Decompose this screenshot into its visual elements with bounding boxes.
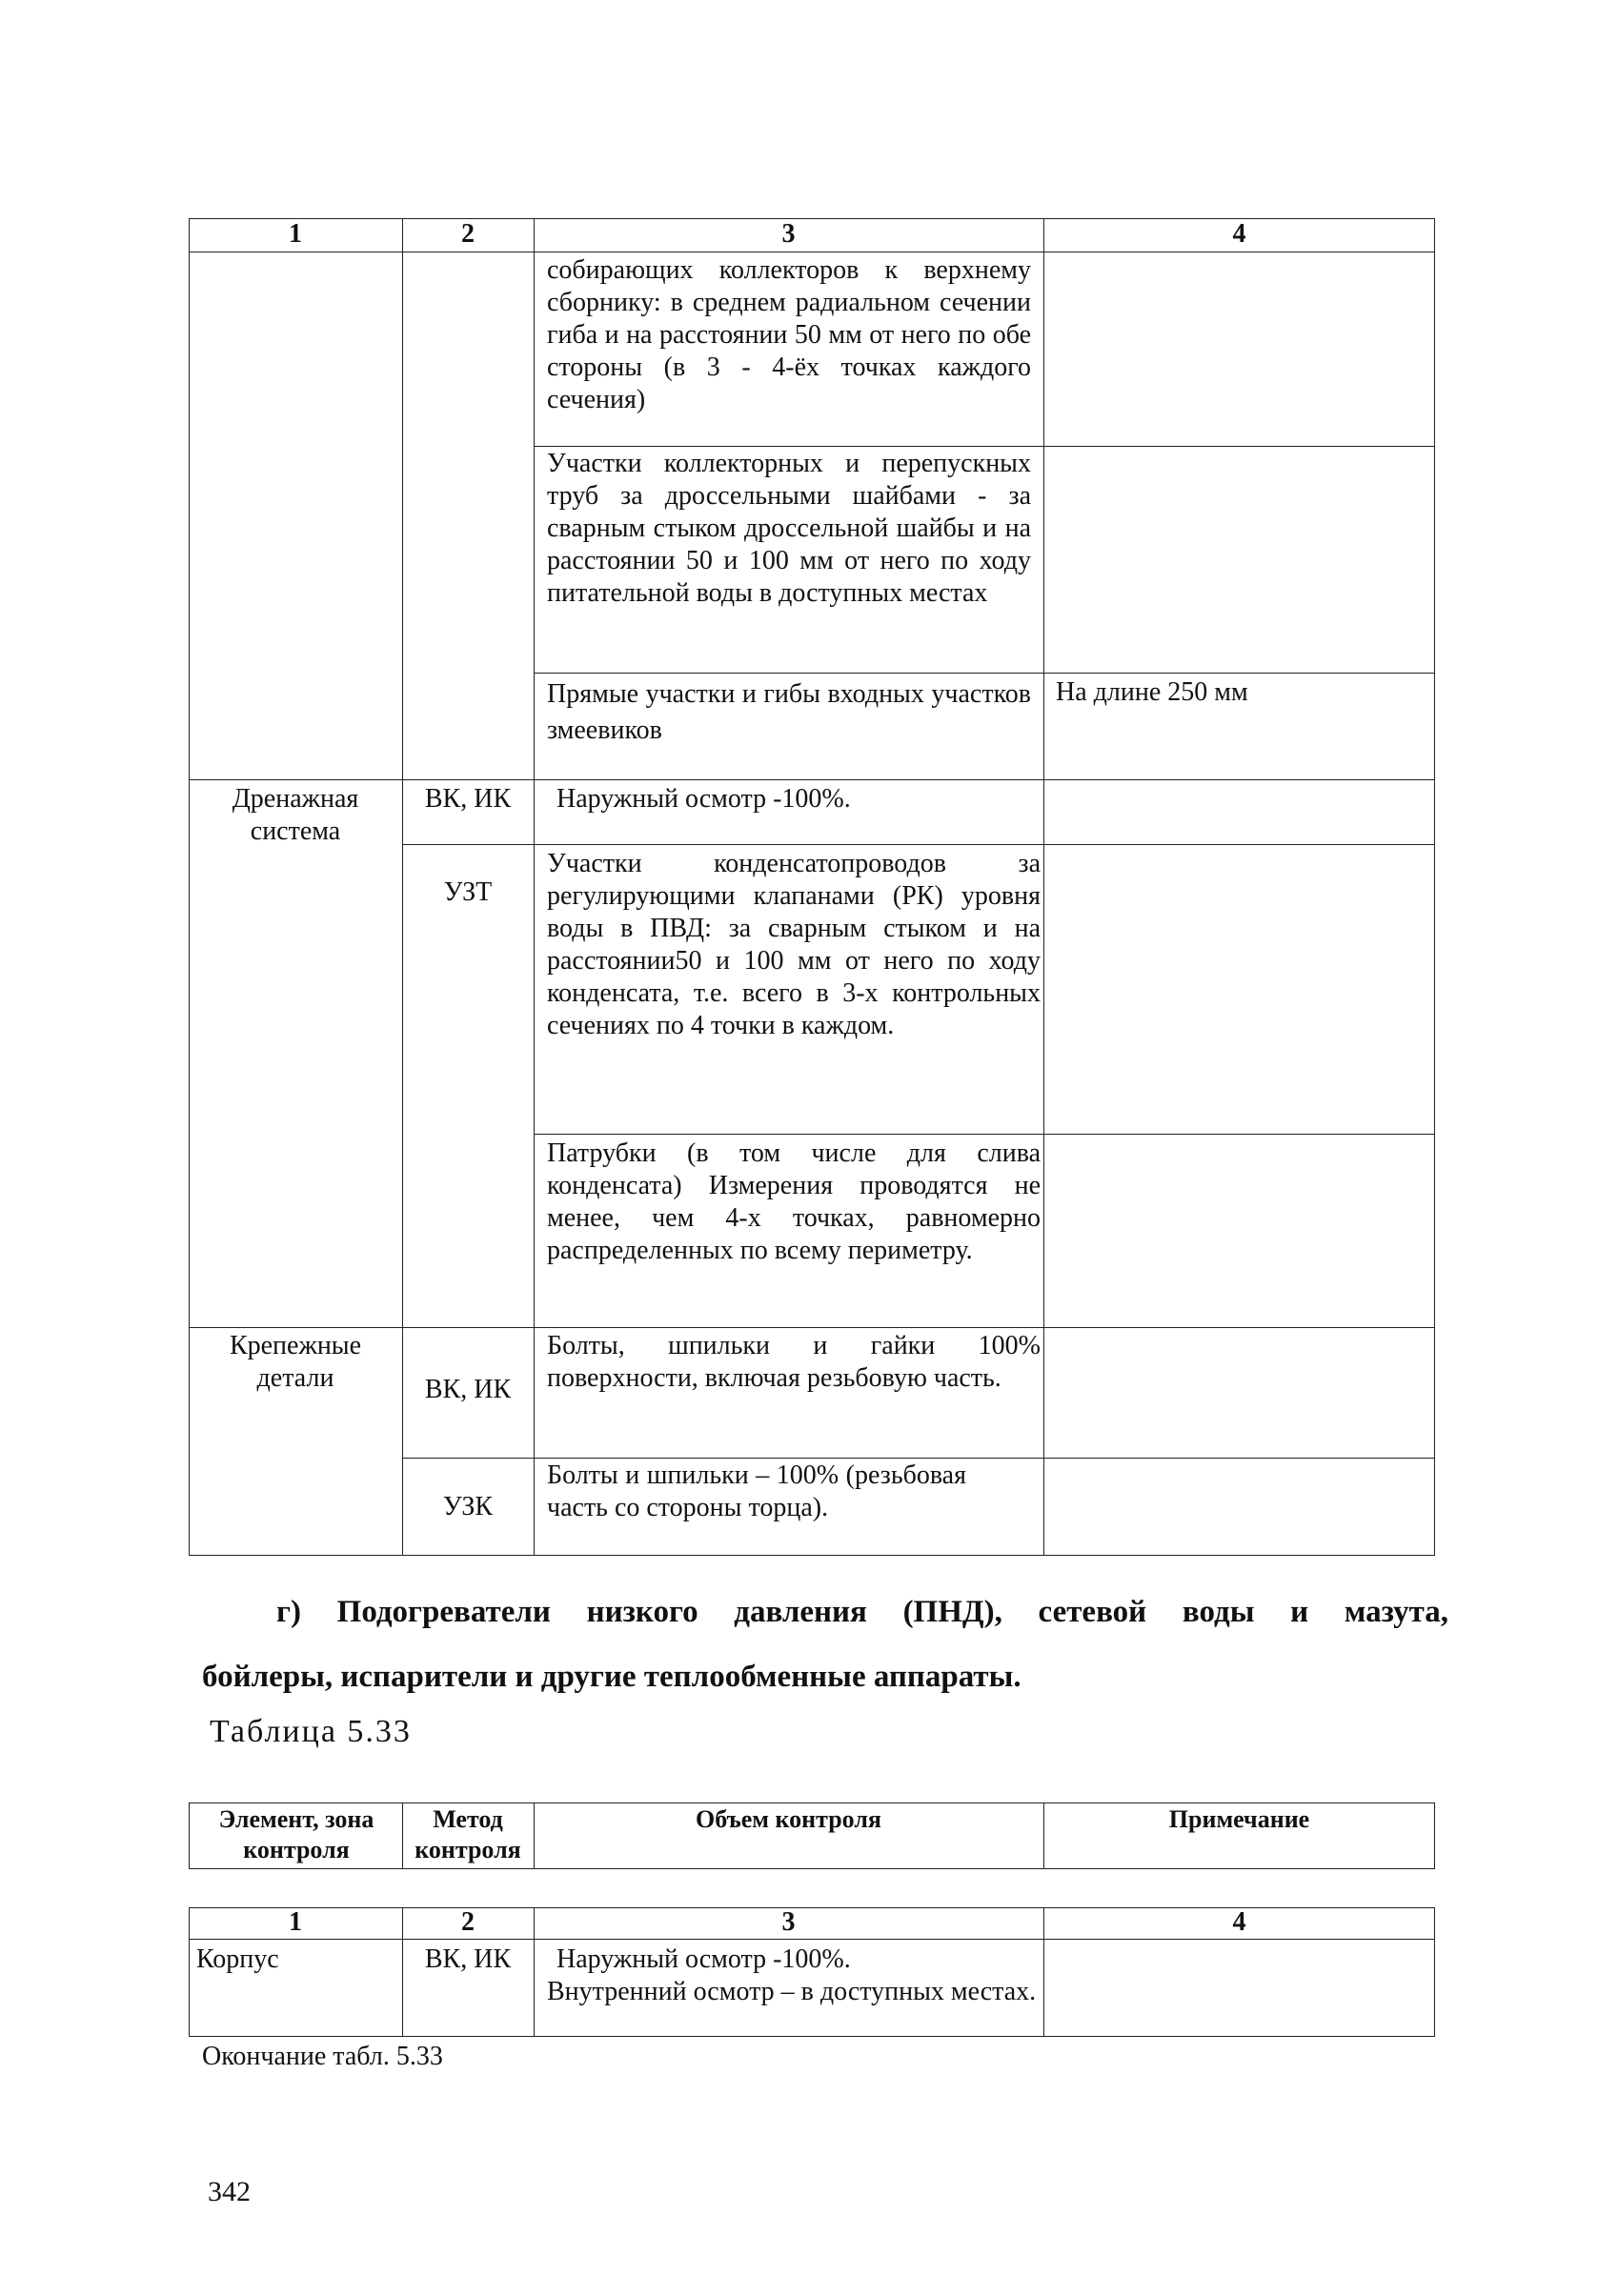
cell-r3-c3: Прямые участки и гибы входных участков змеевиков	[547, 679, 1031, 745]
row-line-7	[402, 1458, 1435, 1459]
col-head-method-line-2: контроля	[415, 1836, 521, 1863]
col-head-element-line-2: контроля	[243, 1836, 350, 1863]
cell-r4-c2: ВК, ИК	[424, 784, 512, 814]
header-col-4: 4	[1232, 219, 1246, 249]
cell-fasteners: Крепежные детали	[229, 1331, 362, 1393]
cell-body-housing: Корпус	[196, 1944, 279, 1974]
table-footer-note: Окончание табл. 5.33	[202, 2042, 443, 2071]
col-divider-1	[402, 218, 403, 1556]
cell-body-scope-2: Внутренний осмотр – в доступных местах.	[547, 1977, 1037, 2006]
cell-r3-c4: На длине 250 мм	[1056, 677, 1248, 707]
cell-r4-c3: Наружный осмотр -100%.	[556, 784, 851, 814]
row-line-2	[534, 673, 1435, 674]
header-col-1: 1	[289, 219, 302, 249]
cell-r7-c3: Болты, шпильки и гайки 100% поверхности, включая резьбовую часть.	[547, 1331, 1041, 1393]
cell-r6-c3: Патрубки (в том числе для слива конденсата) Измерения проводятся не менее, чем 4-х точках, равномерно распределенных по всему периметру.	[547, 1138, 1041, 1265]
col-head-method-line-1: Метод	[433, 1805, 503, 1833]
cell-r5-c3: Участки конденсатопроводов за регулирующими клапанами (РК) уровня воды в ПВД: за сварным стыком и на расстоянии50 и 100 мм от него по ходу конденсата, т.е. всего в 3-х контрольных сечениях по 4 точки в каждом.	[547, 849, 1041, 1040]
section-heading-line-1: г) Подогреватели низкого давления (ПНД), сетевой воды и мазута,	[276, 1595, 1448, 1629]
row-line-4	[402, 844, 1435, 845]
col-divider-2	[534, 218, 535, 1556]
cell-drain-system: Дренажная система	[232, 784, 359, 846]
table-caption: Таблица 5.33	[210, 1714, 412, 1749]
cell-r1-c3: собирающих коллекторов к верхнему сборнику: в среднем радиальном сечении гиба и на расстоянии 50 мм от него по обе стороны (в 3 - 4-ёх точках каждого сечения)	[547, 255, 1031, 414]
col-head-method	[402, 1804, 534, 1865]
row-line-6	[189, 1327, 1435, 1328]
cell-r7-c2: ВК, ИК	[424, 1375, 512, 1404]
num-col-4: 4	[1232, 1907, 1246, 1937]
cell-body-method: ВК, ИК	[424, 1944, 512, 1974]
cell-r5-c2: УЗТ	[443, 877, 493, 907]
section-heading-line-2: бойлеры, испарители и другие теплообменные аппараты.	[202, 1660, 1021, 1694]
header-col-3: 3	[781, 219, 796, 249]
header-col-2: 2	[461, 219, 475, 249]
col-head-note: Примечание	[1168, 1805, 1310, 1833]
num-col-2: 2	[461, 1907, 475, 1937]
col-head-element-line-1: Элемент, зона	[218, 1805, 374, 1833]
cell-r8-c3: Болты и шпильки – 100% (резьбовая часть со стороны торца).	[547, 1460, 966, 1522]
num-col-1: 1	[289, 1907, 302, 1937]
cell-body-scope-1: Наружный осмотр -100%.	[556, 1944, 851, 1974]
col-head-element	[191, 1804, 402, 1865]
cell-r2-c3: Участки коллекторных и перепускных труб за дроссельными шайбами - за сварным стыком дроссельной шайбы и на расстоянии 50 и 100 мм от него по ходу питательной воды в доступных местах	[547, 449, 1031, 608]
cell-r8-c2: УЗК	[442, 1492, 494, 1521]
row-line-1	[534, 446, 1435, 447]
col-head-scope: Объем контроля	[696, 1805, 881, 1833]
page-number: 342	[208, 2176, 251, 2207]
row-line-3	[189, 779, 1435, 780]
row-line-5	[534, 1134, 1435, 1135]
num-col-3: 3	[781, 1907, 796, 1937]
col-divider-3	[1043, 218, 1044, 1556]
